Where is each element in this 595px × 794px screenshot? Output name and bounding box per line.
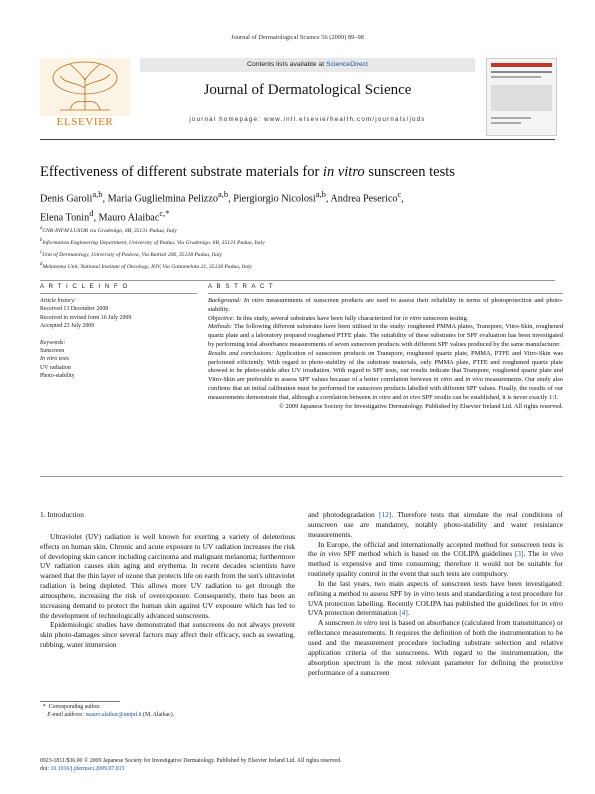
- body-column-left: [40, 510, 295, 650]
- issn-line: 0923-1811/$36.00 © 2009 Japanese Society for Investigative Dermatology. Published by Elsevier Ireland Ltd. All rights reserved.: [40, 758, 342, 764]
- section-heading: 1. Introduction: [40, 510, 84, 519]
- masthead-divider: [40, 139, 555, 140]
- article-info-heading: A R T I C L E I N F O: [40, 283, 129, 290]
- journal-homepage[interactable]: journal homepage: www.intl.elsevierhealth.com/journals/jods: [189, 116, 426, 123]
- email-link[interactable]: mauro.alaibac@unipd.it: [85, 712, 142, 718]
- affiliation: $^c$Unit of Dermatology, University of Padova, Via Battisti 206, 35128 Padua, Italy: [40, 249, 223, 258]
- keywords-label: Keywords:: [40, 339, 66, 346]
- paragraph: and photodegradation [12]. Therefore tests that simulate the real conditions of sunscreen use are mandatory, notably photo-stability and water resistance measurements.: [308, 510, 563, 539]
- abstract-heading: A B S T R A C T: [208, 283, 275, 290]
- accepted-date: Accepted 23 July 2009: [40, 323, 95, 330]
- divider: [208, 293, 563, 294]
- paragraph: Epidemiologic studies have demonstrated that sunscreens do not always prevent skin photo-damages since several factors may affect their efficacy, such as sweating, rubbing, water immersion: [40, 620, 295, 650]
- footnote-divider: [40, 701, 120, 702]
- divider: [40, 476, 563, 477]
- doi-line: doi: 10.1016/j.jdermsci.2009.07.015: [40, 766, 125, 772]
- author[interactable]: Elena Tonin: [40, 212, 90, 224]
- divider: [40, 293, 197, 294]
- sciencedirect-link[interactable]: ScienceDirect: [326, 61, 368, 68]
- author[interactable]: Mauro Alaibac: [98, 212, 160, 224]
- email-note: E-mail address: mauro.alaibac@unipd.it (M. Alaibac).: [47, 712, 175, 718]
- affiliation: $^b$Information Engineering Department, University of Padua, Via Gradenigo, 6B, 35131 Padua, Italy: [40, 237, 265, 246]
- journal-name: Journal of Dermatological Science: [203, 82, 412, 98]
- article-info: [40, 297, 197, 381]
- doi-link[interactable]: 10.1016/j.jdermsci.2009.07.015: [50, 766, 125, 772]
- author[interactable]: Andrea Peserico: [330, 193, 398, 205]
- affiliation: $^a$CNR-INFM LUXOR via Gradenigo, 6B, 35131 Padua, Italy: [40, 226, 177, 234]
- elsevier-logo: [40, 58, 130, 134]
- journal-cover-thumbnail: [486, 58, 557, 136]
- keyword: Photo-stability: [40, 373, 75, 380]
- affiliation: $^d$Melanoma Unit, National Institute of Oncology, IOV, Via Gattamelata 21, 35128 Padua, Italy: [40, 261, 253, 270]
- paragraph: In the last years, two main aspects of sunscreen tests have been investigated: refining a method to assess SPF by in vitro tests and standardizing a test procedure for UVA protection labelling. Recently COLIPA has published the guidelines for in vitro UVA protection determination [4].: [308, 578, 563, 618]
- author[interactable]: Maria Guglielmina Pelizzo: [107, 193, 218, 205]
- contents-bar: [140, 58, 475, 72]
- masthead: [40, 58, 555, 134]
- citation-link[interactable]: [4]: [399, 608, 408, 618]
- author[interactable]: Piergiorgio Nicolosi: [233, 193, 316, 205]
- abstract-background: Background: In vitro measurements of sunscreen products are used to assess their reliability in terms of photoprotection and photo-stability.: [208, 297, 563, 313]
- received-date: Received 13 December 2008: [40, 306, 109, 313]
- corresponding-author-note: * Corresponding author.: [42, 704, 101, 710]
- journal-citation: Journal of Dermatological Science 56 (2009) 89–98: [231, 34, 364, 41]
- history-label: Article history:: [40, 298, 76, 304]
- affiliations: [40, 224, 555, 271]
- paragraph: Ultraviolet (UV) radiation is well known for exerting a variety of deleterious effects on human skin. Chronic and acute exposure to UV radiation increases the risk of developing skin cancer including carcinoma and malignant melanoma; furthermore UV radiation causes skin aging and erythema. In recent decades scientists have warned that the thin layer of ozone that protects life on earth from the sun's ultraviolet radiation is being depleted. This allows more UV radiation to get through the atmosphere, increasing the risk of overexposure. Consequently, there has been an increasing demand to protect the human skin against UV exposure which has led to the development of technologically advanced sunscreens.: [40, 531, 295, 620]
- abstract-results: Results and conclusions: Application of sunscreen products on Transpore, roughened quartz plate, PMMA, PTFE and Vitro-Skin was performed efficiently. With regard to photo-stability of the substrate materials, only PMMA plate, PTFE and roughened quartz plate showed to be photo-stable after UV irradiation. With regard to SPF tests, our results indicate that Transpore, roughened quartz plate and Vitro-Skin are preferable to assess SPF values because of a better correlation between in vitro and in vivo measurements. Our study also confirms that an initial calibration must be performed for sunscreen products labelled with different SPF values. Finally, the results of our measurements demonstrate that, although a correlation between in vitro and in vivo SPF results can be established, it is never exactly 1:1.: [208, 349, 564, 401]
- keyword: In vitro tests: [40, 356, 70, 363]
- author[interactable]: Denis Garoli: [40, 193, 93, 205]
- revised-date: Received in revised form 16 July 2009: [40, 314, 132, 321]
- divider: [40, 280, 555, 281]
- citation-link[interactable]: [12]: [379, 510, 392, 519]
- article-title: Effectiveness of different substrate materials for in vitro sunscreen tests: [40, 164, 455, 180]
- author-list: Denis Garoli$^{a,b}$, Maria Guglielmina Pelizzo$^{a,b}$, Piergiorgio Nicolosi$^{a,b}$, Andrea Peserico$^c$, Elena Tonin$^d$, Mauro Alaibac$^{c,*}$: [40, 189, 404, 224]
- keyword: UV radiation: [40, 364, 71, 371]
- elsevier-tree-icon: [40, 58, 130, 116]
- abstract-objective: Objective: In this study, several substrates have been fully characterized for in vitro sunscreen testing.: [208, 314, 469, 322]
- keyword: Sunscreen: [40, 348, 65, 355]
- contents-prefix: Contents lists available at: [247, 61, 327, 68]
- citation-link[interactable]: [3]: [514, 549, 524, 559]
- abstract-copyright: © 2009 Japanese Society for Investigative Dermatology. Published by Elsevier Ireland Ltd. All rights reserved.: [279, 402, 563, 410]
- elsevier-wordmark: ELSEVIER: [56, 116, 114, 128]
- abstract-methods: Methods: The following different substrates have been utilised in the study: roughened PMMA plates, Transpore, Vitro-Skin, roughened quartz plate and a laboratory prepared roughened PTFE plate. The suitability of these substrates for SPF evaluation has been investigated by performing total absorbance measurements of seven sunscreen products with different SPF values produced by the same manufacturer.: [208, 323, 563, 348]
- footnote: [40, 703, 295, 719]
- paragraph: A sunscreen in vitro test is based on absorbance (calculated from transmittance) or reflectance measurements. It requires the definition of both the instrumentation to be used and the measurement procedure including substrate selection and relative application criteria of the sunscreens. With regard to the instrumentation, the absorption spectrum is the most relevant parameter for defining the protective performance of a sunscreen: [308, 618, 563, 677]
- bottom-info: [40, 757, 560, 773]
- paragraph: In Europe, the official and internationally accepted method for sunscreen tests is the in vivo SPF method which is based on the COLIPA guidelines [3]. The in vivo method is expensive and time consuming; therefore it would not be suitable for routinely quality control in the event that such tests are compulsory.: [308, 539, 563, 579]
- abstract-body: [208, 297, 563, 411]
- masthead-center: [140, 58, 475, 134]
- body-column-right: [308, 510, 563, 677]
- cover-image-icon: [487, 59, 556, 135]
